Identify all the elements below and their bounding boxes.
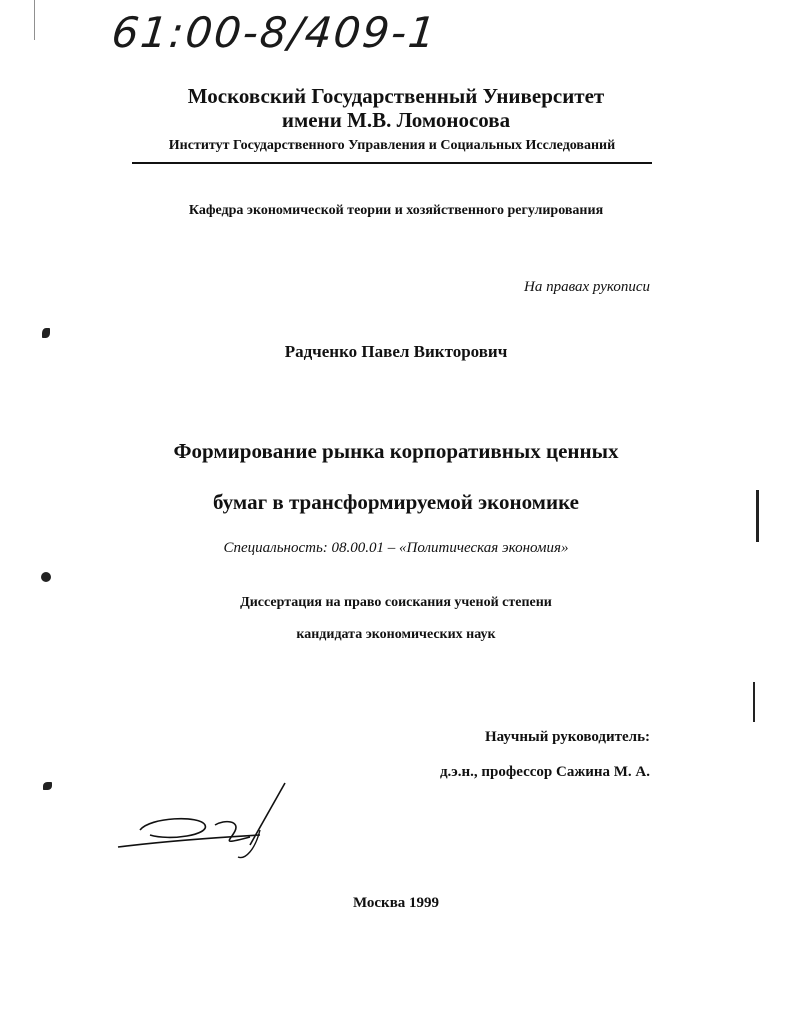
department-name: Кафедра экономической теории и хозяйственного регулирования — [188, 203, 604, 218]
scan-edge-line — [756, 490, 759, 542]
supervisor-label: Научный руководитель: — [485, 729, 650, 745]
specialty-code: Специальность: 08.00.01 – «Политическая экономия» — [223, 540, 569, 556]
dissertation-title-line1: Формирование рынка корпоративных ценных — [173, 439, 619, 463]
supervisor-name: д.э.н., профессор Сажина М. А. — [439, 764, 650, 780]
university-name-line1: Московский Государственный Университет — [187, 84, 605, 108]
dissertation-title-line2: бумаг в трансформируемой экономике — [212, 490, 579, 514]
scan-margin-mark — [41, 572, 51, 582]
handwritten-catalog-number: 61:00-8/409-1 — [109, 8, 440, 57]
city-and-year: Москва 1999 — [352, 895, 440, 911]
scan-edge-line — [34, 0, 35, 40]
institute-name: Институт Государственного Управления и Социальных Исследований — [168, 138, 616, 153]
header-divider — [132, 162, 652, 164]
manuscript-rights-note: На правах рукописи — [524, 279, 650, 295]
scan-margin-mark — [43, 782, 52, 790]
university-name-line2: имени М.В. Ломоносова — [281, 108, 511, 132]
degree-line2: кандидата экономических наук — [296, 627, 496, 642]
author-name: Радченко Павел Викторович — [284, 342, 508, 361]
scan-margin-mark — [42, 328, 50, 338]
degree-line1: Диссертация на право соискания ученой степени — [240, 595, 552, 610]
signature-drawing — [110, 775, 300, 885]
scan-edge-line — [753, 682, 755, 722]
